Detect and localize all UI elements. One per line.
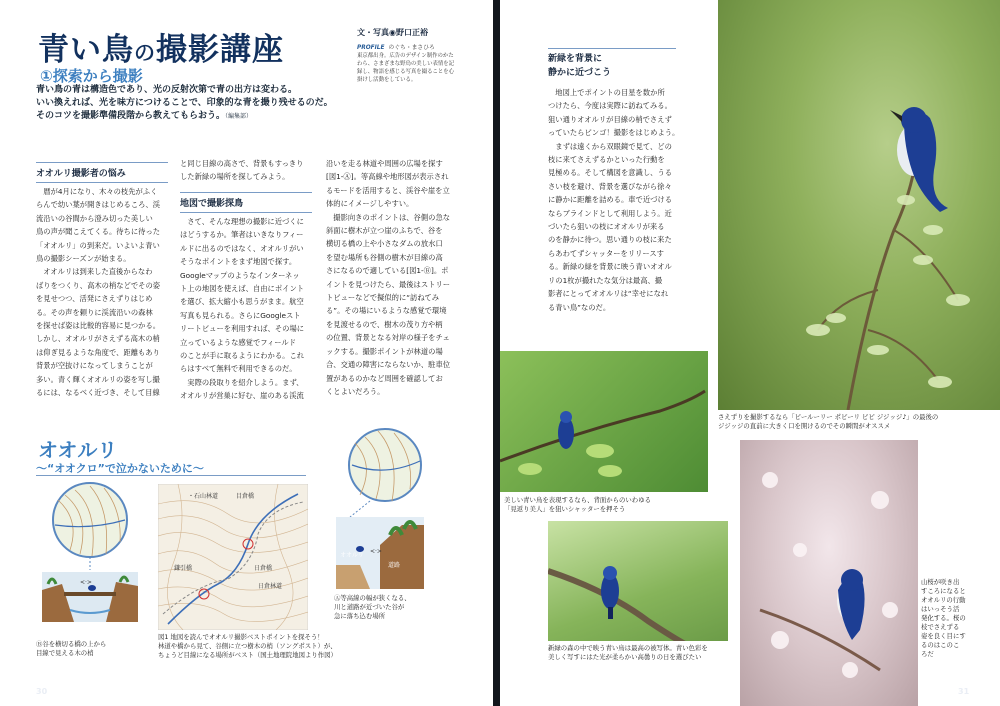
flycatcher-branch-illustration: [548, 521, 728, 641]
main-photo: [718, 0, 1000, 410]
flycatcher-back-illustration: [500, 351, 708, 492]
photo4-caption: 山桜が咲き出 すころになると オオルリの行動 はいっそう活 発化する。桜の 枝でさえずる 姿を良く目にす るのはこのこ ろだ: [921, 578, 966, 658]
right-page: [500, 0, 1000, 706]
flycatcher-cherry-illustration: [740, 440, 918, 706]
profile-label: PROFILE: [357, 45, 385, 51]
photo-cherry: [740, 440, 918, 706]
right-col-text: 地図上でポイントの目星を数か所 つけたら、今度は実際に訪ねてみる。 狙い通りオオルリが目線の梢でさえず っていたらビンゴ！撮影をはじめよう。 まずは遠くから双眼鏡で見て、どの 枝に来てさえずるかといった行動を 見極める。そして構図を意識し、うる さい枝を避け、背景を選びながら徐々 に静かに距離を詰める。車で近づける ならブラインドとして利用しよう。近 づいたら狙いの枝にオオルリが来る のを静かに待つ。思い通りの枝に来た らあわてずシャッターをリリースす る。新緑の緑を背景に映う青いオオル リの1枚が撮れたな気分は最高、撮 影者にとってオオルリは“幸せになれ る青い鳥”なのだ。: [548, 88, 680, 312]
magnifier-contour-icon: [40, 480, 140, 630]
col1-text: 暦が4月になり、木々の枝先がふく らんで幼い葉が開きはじめるころ、渓 流沿いの谷間から澄み切った美しい 鳥の声が聞こえてくる。待ちに待った 「オオルリ」の到来だ。いよいよ青い 鳥の撮影シーズンが始まる。 オオルリは到来した直後からなわ ばりをつくり、高木の梢などでその姿 を見せつつ、活発にさえずりはじめ る。その声を頼りに渓流沿いの森林 を探せば姿は比較的容易に見つかる。 しかし、オオルリがさえずる高木の梢 は仰ぎ見るような角度で、距離もあり 背景が空抜けになってしまうことが 多い。青く輝くオオルリの姿を写し撮 るには、なるべく近づき、そして目線: [36, 187, 161, 398]
photo-forest: [548, 521, 728, 641]
lead-text: [36, 84, 341, 123]
figure-caption: 図1 地図を読んでオオルリ撮影ベストポイントを探そう！ 林道や橋から見て、谷側に立つ樹木の梢（ソングポスト）が、 ちょうど目線になる場所がベスト（国土地理院地図より作図）: [158, 633, 337, 659]
photo2-caption: 美しい青い鳥を表現するなら、背面からのいわゆる 「見返り美人」を狙いシャッターを押そう: [504, 496, 651, 513]
page-number-right: 31: [958, 687, 970, 696]
lead-body: 青い鳥の青は構造色であり、光の反射次第で青の出方は変わる。 いい換えれば、光を味方につけることで、印象的な青を撮り残せるのだ。 そのコツを撮影準備段階から教えてもらおう。: [36, 85, 333, 121]
photo3-caption: 新緑の森の中で映う青い鳥は最高の被写体。青い色彩を 美しく写すにはた光が柔らかい高曇りの日を選びたい: [548, 644, 708, 661]
inset-label-bird: オオルリ: [340, 552, 364, 559]
col2b-text: さて、そんな理想の撮影に近づくに はどうするか。筆者はいきなりフィー ルドに出るのではなく、オオルリがい そうなポイントをまず地図で探す。 Googleマップのようなインターネッ ト上の地図を使えば、自由にポイント を選び、拡大縮小も思うがまま。航空 写真も見られる。さらにGoogleスト リートビューを利用すれば、その場に 立っているような感覚でフィールド のことが手に取るようにわかる。これ らはすべて無料で利用できるのだ。 実際の段取りを紹介しよう。まず、 オオルリが営巣に好む、崖のある渓流: [180, 217, 305, 401]
photo-back-view: [500, 351, 708, 492]
magnifier-cross-section-icon: [330, 425, 430, 620]
col3-text: 沿いを走る林道や周囲の広場を探す [図1-Ⓐ]。等高線や地形図が表示され るモードを活用すると、渓谷や崖を立 体的にイメージしやすい。 撮影向きのポイントは、谷側の急な 斜面に樹木が立つ崖のふちで、谷を 横切る橋の上や小さなダムの放水口 を望む場所も谷側の樹木が目線の高 さになるので適している[図1-Ⓑ]。ポ イントを見つけたら、最後はストリー トビューなどで擬似的に“訪ねてみ る”。その場にいるような感覚で環境 を見渡せるので、樹木の茂り方や柄 の位置、背景となる対岸の様子をチェ ックする。撮影ポイントが林道の場 合、交通の障害にならないか、駐車位 置があるのかなど周囲を確認してお くとよいだろう。: [326, 159, 451, 396]
diagram-subtitle: 〜“オオクロ”で泣かないために〜: [36, 462, 204, 475]
topographic-map: [158, 484, 308, 630]
diagram-rule: [36, 475, 306, 476]
main-photo-caption: さえずりを撮影するなら「ピールーリー ポピーリ ピピ ジジッジ♪」の最後の ジジッジの直前に大きく口を開けるのでその瞬間がオススメ: [718, 413, 939, 430]
map-label-2: 目倉橋: [236, 493, 255, 500]
map-label-3: 鎌引橋: [174, 565, 193, 572]
article-subtitle: ①探索から撮影: [40, 67, 143, 85]
map-label-4: 日倉橋: [254, 565, 273, 572]
col1-heading: オオルリ撮影者の悩み: [36, 162, 168, 183]
diagram-title: オオルリ: [38, 438, 118, 462]
profile-header: [357, 42, 435, 51]
svg-text:<·>: <·>: [370, 548, 382, 555]
article-title: [38, 24, 284, 69]
map-label-5: 日倉林道: [258, 583, 283, 590]
lead-credit: （編集部）: [225, 113, 253, 120]
profile-reading: のぐち・まさひろ: [388, 45, 435, 51]
profile-text: 東京都出身。広告のデザイン制作のかた わら、さまざまな野鳥の美しい表情を記 録し、物語を感じる写真を撮ることを心 掛けし活動をしている。: [357, 53, 455, 83]
title-part1: 青い鳥: [38, 32, 134, 68]
singing-flycatcher-illustration: [718, 0, 1000, 410]
inset-label-road: 道路: [388, 562, 401, 569]
right-col-heading: 新緑を背景に 静かに近づこう: [548, 48, 676, 80]
caption-b: Ⓑ谷を横切る橋の上から 目線で見える木の梢: [36, 640, 107, 657]
title-no: の: [134, 41, 156, 65]
col2-heading: 地図で撮影探鳥: [180, 192, 312, 213]
byline: 文・写真◉野口正裕: [357, 28, 428, 37]
page-number-left: 30: [36, 687, 48, 696]
title-part2: 撮影講座: [156, 32, 284, 68]
map-label-1: ・石山林道: [188, 493, 219, 500]
svg-text:<·>: <·>: [80, 579, 92, 586]
caption-a: Ⓐ等高線の幅が狭くなる、 川と道路が近づいた谷が 急に落ち込む場所: [334, 594, 411, 620]
left-page: [0, 0, 493, 706]
col2a-text: と同じ目線の高さで、背景もすっきり した新緑の場所を探してみよう。: [180, 159, 304, 182]
